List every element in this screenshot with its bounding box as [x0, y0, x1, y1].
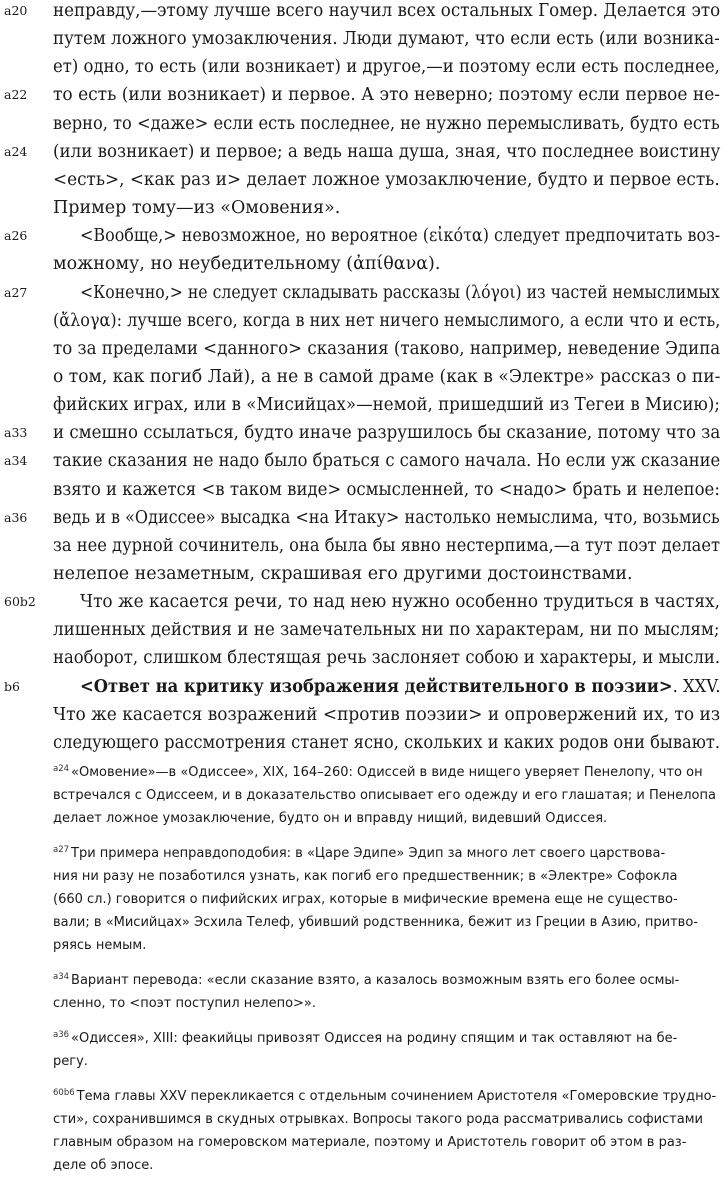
text-line [0, 532, 724, 560]
line-text: <Конечно,> не следует складывать рассказы (λόγοι) из частей немыслимых [80, 282, 720, 303]
footnote-ref: a24 [53, 763, 70, 774]
text-line [0, 307, 724, 335]
text-line [0, 110, 724, 138]
line-text: <Вообще,> невозможное, но вероятное (εἰκότα) следует предпочитать воз- [80, 226, 721, 247]
line-text: и смешно ссылаться, будто иначе разрушилось бы сказание, потому что за [53, 423, 721, 444]
footnote-text: встречался с Одиссеем, и в доказательство описывает его одежду и его глашатая; и Пенелопа [53, 788, 716, 803]
footnote-text: сти», сохранившимся в скудных отрывках. Вопросы такого рода рассматривались софистами [53, 1112, 703, 1127]
line-text: такие сказания не надо было браться с самого начала. Но если уж сказание [53, 451, 721, 472]
text-line [0, 447, 724, 475]
footnote-text: главным образом на гомеровском материале, поэтому и Аристотель говорит об этом в раз- [53, 1135, 687, 1150]
footnote-line [53, 970, 720, 992]
text-line [0, 588, 724, 616]
footnote-line [53, 808, 720, 830]
line-text: взято и кажется <в таком виде> осмысленней, то <надо> брать и нелепое: [53, 479, 720, 500]
footnote-line [53, 762, 720, 784]
line-marker: a34 [4, 453, 28, 469]
heading-title: <Ответ на критику изображения действительного в поэзии> [80, 676, 673, 697]
footnote-line [53, 843, 720, 865]
text-line [0, 560, 724, 588]
text-line [0, 701, 724, 729]
text-line [0, 729, 724, 757]
footnote-text: вали; в «Мисийцах» Эсхила Телеф, убивший родственника, бежит из Греции в Азию, притво- [53, 915, 698, 930]
line-text: можному, но неубедительному (ἀπίθανα). [53, 254, 441, 275]
text-line [0, 194, 724, 222]
line-text: нелепое незаметным, скрашивая его другими достоинствами. [53, 564, 633, 584]
line-text: наоборот, слишком блестящая речь заслоняет собою и характеры, и мысли. [53, 648, 721, 669]
footnote-line [53, 1051, 720, 1073]
line-text: о том, как погиб Лай), а не в самой драме (как в «Электре» рассказ о пи- [53, 366, 721, 387]
footnote-text: (660 сл.) говорится о пифийских играх, которые в мифические времена еще не существо- [53, 892, 678, 907]
line-text: то за пределами <данного> сказания (таково, например, неведение Эдипа [53, 338, 721, 359]
footnote-line [53, 993, 720, 1015]
footnote-line [53, 1155, 720, 1177]
line-marker: a22 [4, 87, 28, 103]
footnote-text: «Одиссея», XIII: феакийцы привозят Одиссея на родину спящим и так оставляют на бе- [71, 1031, 678, 1046]
footnote-ref: 60b6 [53, 1087, 75, 1098]
text-line [0, 166, 724, 194]
text-line [0, 673, 724, 701]
footnote-line [53, 1028, 720, 1050]
text-line [0, 644, 724, 672]
line-text: верно, то <даже> если есть последнее, не нужно перемысливать, будто есть [53, 113, 720, 134]
line-marker: a24 [4, 143, 28, 159]
footnote-text: Вариант перевода: «если сказание взято, а казалось возможным взять его более осмы- [71, 973, 680, 988]
line-text: за нее дурной сочинитель, она была бы явно нестерпима,—а тут поэт делает [53, 535, 721, 556]
text-line [0, 419, 724, 447]
footnote-text: регу. [53, 1054, 88, 1069]
footnote-line [53, 1109, 720, 1131]
text-line [0, 335, 724, 363]
line-text: Пример тому—из «Омовения». [53, 198, 341, 219]
line-marker: 60b2 [4, 594, 36, 610]
line-marker: a20 [4, 3, 28, 18]
line-marker: a26 [4, 228, 28, 244]
text-line [0, 0, 724, 25]
text-line [0, 616, 724, 644]
footnote-line [53, 1086, 720, 1108]
text-line [0, 138, 724, 166]
footnote-text: сленно, то <поэт поступил нелепо>». [53, 996, 317, 1011]
text-line [0, 222, 724, 250]
footnote-text: Три примера неправдоподобия: в «Царе Эдипе» Эдип за много лет своего царствова- [71, 846, 666, 861]
footnote-line [53, 935, 720, 957]
heading-line [80, 673, 721, 701]
footnote-ref: a34 [53, 971, 70, 982]
footnote-line [53, 866, 720, 888]
line-text: лишенных действия и не замечательных ни по характерам, ни по мыслям; [53, 620, 720, 641]
footnote-text: ряясь немым. [53, 938, 147, 953]
text-line [0, 363, 724, 391]
footnote-text: «Омовение»—в «Одиссее», XIX, 164–260: Одиссей в виде нищего уверяет Пенелопу, что он [71, 765, 703, 780]
line-text: <есть>, <как раз и> делает ложное умозаключение, будто и первое есть. [53, 169, 720, 190]
line-text: фийских играх, или в «Мисийцах»—немой, пришедший из Тегеи в Мисию); [53, 395, 720, 416]
line-text: (ἄλογα): лучше всего, когда в них нет ничего немыслимого, а если что и есть, [53, 310, 721, 331]
text-line [0, 504, 724, 532]
line-text: неправду,—этому лучше всего научил всех остальных Гомер. Делается это [53, 1, 721, 21]
text-line [0, 391, 724, 419]
footnote-ref: a36 [53, 1029, 70, 1040]
line-text: следующего рассмотрения станет ясно, скольких и каких родов они бывают. [53, 732, 721, 753]
text-line [0, 476, 724, 504]
footnote-line [53, 785, 720, 807]
line-text: то есть (или возникает) и первое. А это неверно; поэтому если первое не- [53, 85, 721, 106]
footnote-line [53, 1132, 720, 1154]
line-text: (или возникает) и первое; а ведь наша душа, зная, что последнее воистину [53, 141, 721, 162]
text-line [0, 25, 724, 53]
text-line [0, 279, 724, 307]
text-line [0, 53, 724, 81]
footnote-text: ния ни разу не позаботился узнать, как погиб его предшественник; в «Электре» Софокла [53, 869, 678, 884]
line-text: путем ложного умозаключения. Люди думают, что если есть (или возника- [53, 29, 720, 50]
line-text: ет) одно, то есть (или возникает) и другое,—и поэтому если есть последнее, [53, 57, 720, 78]
footnote-ref: a27 [53, 844, 70, 855]
line-marker: a36 [4, 509, 28, 525]
text-line [0, 81, 724, 109]
line-marker: a33 [4, 425, 28, 441]
line-text: ведь и в «Одиссее» высадка <на Итаку> настолько немыслима, что, возьмись [53, 507, 720, 528]
footnote-text: деле об эпосе. [53, 1158, 154, 1173]
footnote-text: Тема главы XXV перекликается с отдельным сочинением Аристотеля «Гомеровские трудно- [76, 1089, 717, 1104]
line-marker: b6 [4, 678, 20, 694]
line-marker: a27 [4, 284, 28, 300]
line-text: Что же касается возражений <против поэзии> и опровержений их, то из [53, 704, 721, 725]
footnote-text: делает ложное умозаключение, будто он и вправду нищий, видевший Одиссея. [53, 811, 608, 826]
footnote-line [53, 889, 720, 911]
line-text: Что же касается речи, то над нею нужно особенно трудиться в частях, [80, 592, 720, 613]
chapter-number: . XXV. [672, 676, 721, 697]
footnote-line [53, 912, 720, 934]
text-line [0, 250, 724, 278]
